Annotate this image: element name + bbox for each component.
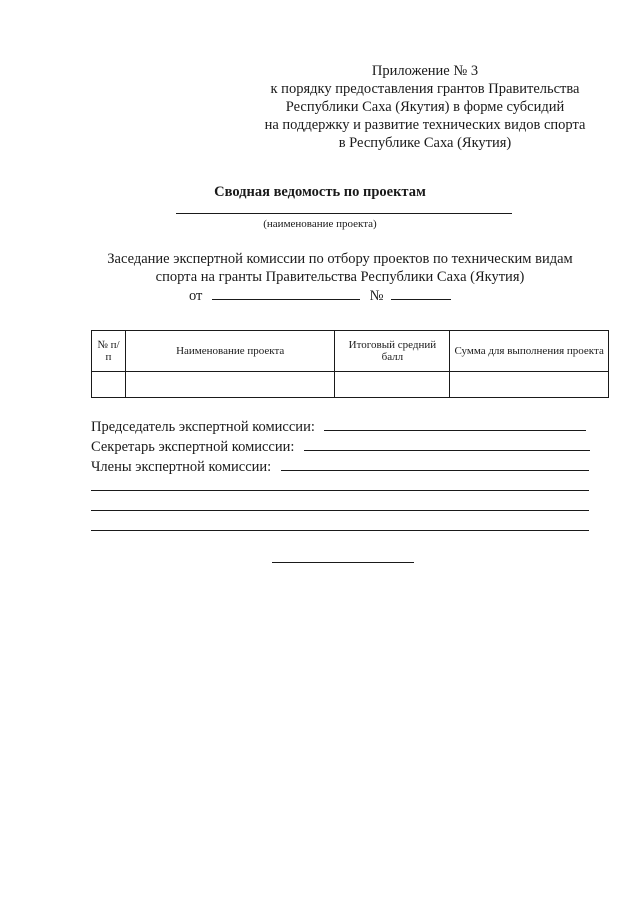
secretary-signature-field[interactable] <box>304 438 590 451</box>
table-cell[interactable] <box>125 372 335 398</box>
annex-line-4: на поддержку и развитие технических видов спорта <box>264 117 586 133</box>
date-prefix: от <box>188 288 203 304</box>
table-header-row <box>92 331 609 372</box>
annex-line-5: в Республике Саха (Якутия) <box>338 135 512 151</box>
annex-number: Приложение № 3 <box>371 63 479 79</box>
number-prefix: № <box>369 288 384 304</box>
date-field[interactable] <box>212 286 360 300</box>
project-name-field[interactable] <box>176 198 512 214</box>
column-header-number: № п/п <box>92 331 126 372</box>
session-line-2: спорта на гранты Правительства Республики Саха (Якутия) <box>155 269 525 285</box>
secretary-signature-row <box>91 438 590 456</box>
chairman-signature-field[interactable] <box>324 418 586 431</box>
document-title: Сводная ведомость по проектам <box>214 184 426 200</box>
column-header-project-name: Наименование проекта <box>125 331 335 372</box>
project-name-caption: (наименование проекта) <box>263 218 377 230</box>
table-cell[interactable] <box>450 372 609 398</box>
members-label: Члены экспертной комиссии: <box>91 459 272 475</box>
column-header-amount: Сумма для выполнения проекта <box>450 331 609 372</box>
annex-line-3: Республики Саха (Якутия) в форме субсидий <box>285 99 565 115</box>
table-row <box>92 372 609 398</box>
table-cell[interactable] <box>92 372 126 398</box>
members-signature-row <box>91 458 589 476</box>
secretary-label: Секретарь экспертной комиссии: <box>91 439 295 455</box>
member-line-2[interactable] <box>91 496 589 511</box>
chairman-signature-row <box>91 418 586 436</box>
column-header-average-score: Итоговый средний балл <box>335 331 450 372</box>
closing-separator <box>272 550 414 563</box>
chairman-label: Председатель экспертной комиссии: <box>91 419 315 435</box>
session-description <box>60 250 620 286</box>
members-signature-field[interactable] <box>281 458 589 471</box>
annex-header <box>240 62 610 152</box>
number-field[interactable] <box>391 286 451 300</box>
session-line-1: Заседание экспертной комиссии по отбору проектов по техническим видам <box>107 251 573 267</box>
member-line-1[interactable] <box>91 476 589 491</box>
table-cell[interactable] <box>335 372 450 398</box>
date-number-row <box>0 286 640 305</box>
annex-line-2: к порядку предоставления грантов Правительства <box>270 81 580 97</box>
summary-table <box>91 330 609 398</box>
member-line-3[interactable] <box>91 516 589 531</box>
